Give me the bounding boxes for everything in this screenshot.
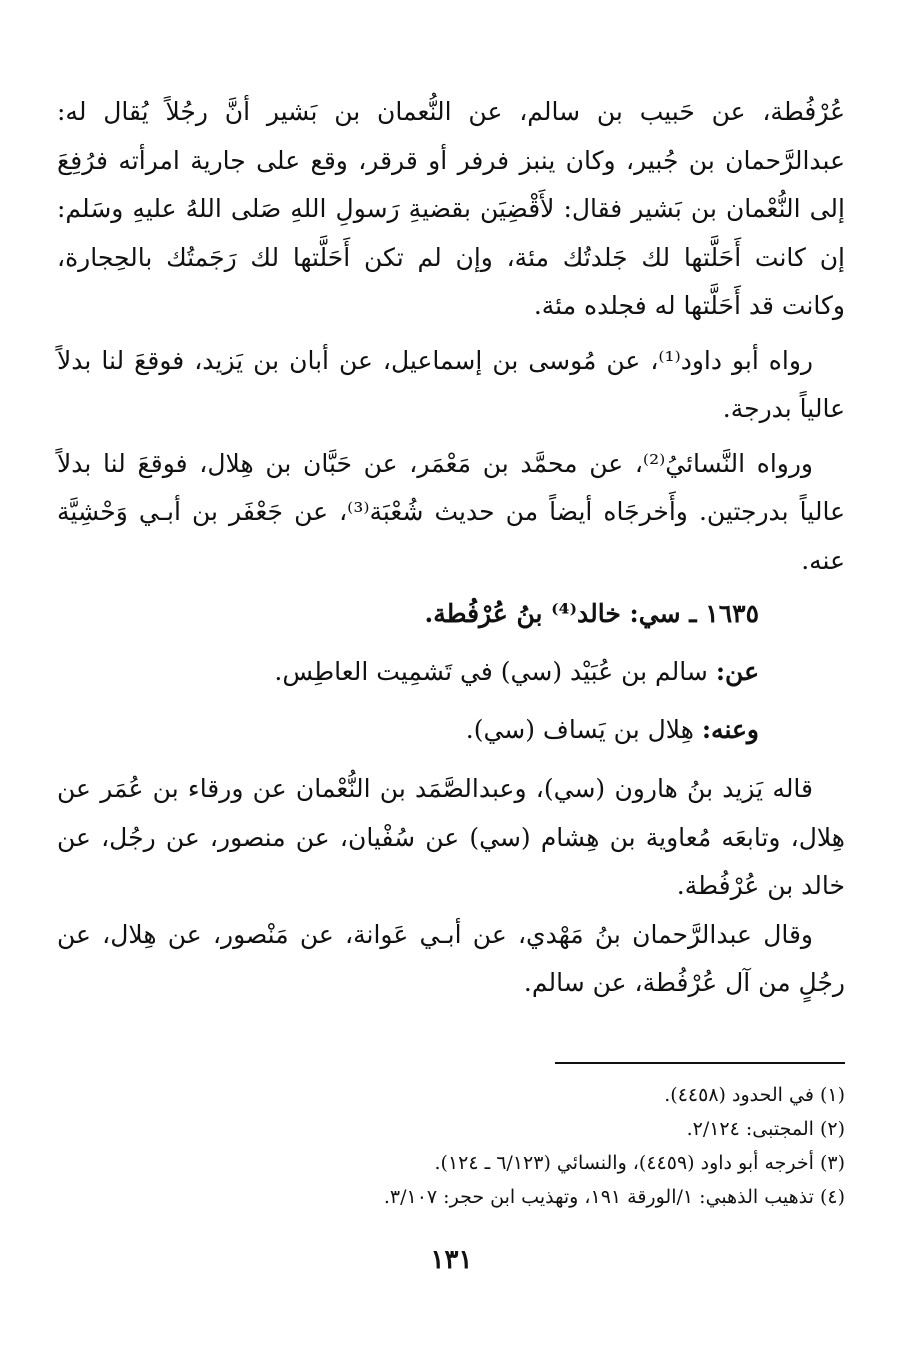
paragraph-3: ورواه النَّسائيُ⁽²⁾، عن محمَّد بن مَعْمَر، عن حَبَّان بن هِلال، فوقعَ لنا بدلاً عالياً بدرجتين. وأَخرجَاه أيضاً من حديث شُعْبَة⁽³⁾، عن جَعْفَر بن أبـي وَحْشِيَّة عنه. — [57, 448, 845, 575]
entry-to-line — [57, 701, 845, 759]
footnote-1: (١) في الحدود (٤٤٥٨). — [664, 1084, 845, 1106]
entry-from-text: سالم بن عُبَيْد (سي) في تَشمِيت العاطِس. — [274, 657, 708, 686]
footnote-2: (٢) المجتبى: ٢/١٢٤. — [686, 1118, 845, 1140]
entry-to-label: وعنه: — [701, 715, 759, 744]
footnote-separator — [555, 1062, 845, 1064]
paragraph-5: وقال عبدالرَّحمان بنُ مَهْدي، عن أبـي عَوانة، عن مَنْصور، عن هِلال، عن رجُلٍ من آل عُرْفُطة، عن سالم. — [57, 919, 845, 997]
footnote-4: (٤) تذهيب الذهبي: ١/الورقة ١٩١، وتهذيب ابن حجر: ٣/١٠٧. — [383, 1186, 845, 1208]
entry-heading: ١٦٣٥ ـ سي: خالد⁽⁴⁾ بنُ عُرْفُطة. — [424, 599, 759, 628]
paragraph-1: عُرْفُطة، عن حَبيب بن سالم، عن النُّعمان بن بَشير أنَّ رجُلاً يُقال له: عبدالرَّحمان بن جُبير، وكان ينبز فرفر أو قرقر، وقع على جارية امرأته فرُفِعَ إلى النُّعْمان بن بَشير فقال: لأَقْضِيَن بقضيةِ رَسولِ اللهِ صَلى اللهُ عليهِ وسَلم: إن كانت أَحَلَّتها لك جَلدتُك مئة، وإن لم تكن أَحَلَّتها لك رَجَمتُك بالحِجارة، وكانت قد أَحَلَّتها له فجلده مئة. — [57, 97, 845, 320]
entry-from-line — [57, 643, 845, 701]
footnote-3: (٣) أخرجه أبو داود (٤٤٥٩)، والنسائي (٦/١٢٣ ـ ١٢٤). — [434, 1152, 845, 1174]
main-text — [57, 88, 845, 1008]
paragraph-2: رواه أبو داود⁽¹⁾، عن مُوسى بن إسماعيل، عن أبان بن يَزيد، فوقعَ لنا بدلاً عالياً بدرجة. — [57, 345, 845, 423]
paragraph-4: قاله يَزيد بنُ هارون (سي)، وعبدالصَّمَد بن النُّعْمان عن ورقاء بن عُمَر عن هِلال، وتابعَه مُعاوية بن هِشام (سي) عن سُفْيان، عن منصور، عن رجُل، عن خالد بن عُرْفُطة. — [57, 774, 845, 900]
entry-from-label: عن: — [715, 657, 759, 686]
page-number: ١٣١ — [430, 1245, 473, 1275]
entry-to-text: هِلال بن يَساف (سي). — [465, 715, 694, 744]
footnotes — [57, 1078, 845, 1214]
